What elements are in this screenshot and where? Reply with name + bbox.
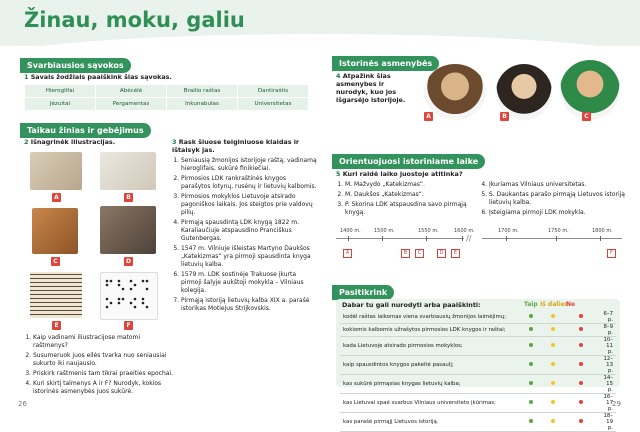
timeline-task-number: 5	[336, 170, 341, 178]
terms-task-text: Savais žodžiais paaiškink šias sąvokas.	[30, 73, 172, 81]
year-label: 1750 m.	[548, 228, 569, 234]
illustration-f	[100, 272, 158, 320]
table-row	[340, 337, 616, 356]
timeline-line-left	[336, 238, 464, 239]
list-item: 2. Pirmosios LDK rankraštinės knygos parašytos lotynų, rusėnų ir lietuvių kalbomis.	[181, 175, 317, 191]
portrait-c	[560, 60, 620, 120]
timeline-items-right	[480, 181, 629, 219]
dot-yes[interactable]	[529, 381, 533, 385]
label-a: A	[52, 193, 61, 202]
timeline-letter-a: A	[343, 249, 352, 258]
tick	[348, 236, 349, 241]
year-label: 1700 m.	[498, 228, 519, 234]
tick	[426, 236, 427, 241]
persons-task	[336, 72, 416, 104]
list-item: 5. S. Daukantas parašo pirmąją Lietuvos istoriją lietuvių kalba.	[489, 191, 629, 207]
timeline-line-right	[482, 238, 622, 239]
list-item: 7. Pirmąją istoriją lietuvių kalba XIX a. parašė istorikas Motiejus Strijkovskis.	[181, 297, 317, 313]
table-row	[340, 375, 616, 394]
check-page: 14–15 p.	[598, 375, 616, 394]
dot-no[interactable]	[579, 362, 583, 366]
dot-partly[interactable]	[551, 343, 555, 347]
term-cell: Jėzuitai	[25, 98, 96, 111]
table-row	[340, 394, 616, 413]
list-item: 4. Kuri skirtį talmenys A ir F? Nurodyk, kokios istorinės asmenybės juos sukūrė.	[33, 380, 173, 396]
dot-yes[interactable]	[529, 327, 533, 331]
check-page: 18–19 p.	[598, 413, 616, 432]
persons-section-title: Istorinės asmenybės	[332, 56, 439, 71]
dot-partly[interactable]	[551, 381, 555, 385]
table-row	[25, 85, 309, 98]
dot-yes[interactable]	[529, 362, 533, 366]
errors-list	[172, 157, 317, 315]
timeline-section-title: Orientuojuosi istoriniame laike	[332, 154, 485, 169]
list-item: 5. 1547 m. Vilniuje išleistas Martyno Daukšos „Katekizmas“ yra pirmoji spausdinta knyga lietuvių kalba.	[181, 245, 317, 269]
dot-no[interactable]	[579, 400, 583, 404]
apply-questions	[24, 334, 173, 398]
col-no: Ne	[566, 301, 576, 308]
timeline-task	[336, 170, 463, 178]
list-item: 3. Priskirk raštmenis tam tikrai praeities epochai.	[33, 370, 173, 378]
page-number-right: 29	[612, 400, 621, 408]
label-c: C	[51, 257, 60, 266]
tick	[506, 236, 507, 241]
dot-no[interactable]	[579, 327, 583, 331]
term-cell: Inkunabulas	[167, 98, 238, 111]
check-page: 8–9 p.	[598, 324, 616, 337]
dot-partly[interactable]	[551, 400, 555, 404]
list-item: 1. M. Mažvydo „Katekizmas“.	[345, 181, 485, 189]
list-item: 4. Pirmąją spausdintą LDK knygą 1822 m. Karaliaučiuje atspausdino Pranciškus Gutenbergas.	[181, 219, 317, 243]
dot-partly[interactable]	[551, 362, 555, 366]
check-table	[340, 311, 616, 432]
label-e: E	[52, 321, 61, 330]
label-b: B	[124, 193, 133, 202]
dot-partly[interactable]	[551, 327, 555, 331]
errors-task-number: 3	[172, 138, 177, 146]
terms-table	[24, 84, 309, 111]
check-text: kokiomis kalbomis užrašytos pirmosios LDK knygos ir raštai;	[340, 324, 526, 337]
col-partly: Iš dalies	[540, 301, 568, 308]
errors-task	[172, 138, 308, 154]
portrait-a	[424, 64, 486, 120]
term-cell: Pergamentas	[96, 98, 167, 111]
illustration-b	[100, 152, 156, 190]
timeline-break: //	[466, 234, 472, 243]
timeline-letter-f: F	[607, 249, 616, 258]
check-page: 10–11 p.	[598, 337, 616, 356]
check-text: kas Lietuvai spaė svarbus Vilniaus universiteto įkūrimas;	[340, 394, 526, 413]
portrait-label-a: A	[424, 112, 433, 121]
illustration-a	[30, 152, 82, 190]
illustration-c	[32, 208, 78, 254]
table-row	[25, 98, 309, 111]
check-text: kada Lietuvoje atsirado pirmosios mokyklos;	[340, 337, 526, 356]
page-title: Žinau, moku, galiu	[24, 8, 245, 32]
col-yes: Taip	[524, 301, 538, 308]
list-item: 6. Įsteigiama pirmoji LDK mokykla.	[489, 209, 629, 217]
list-item: 2. Susumeruok juos eilės tvarka nuo seniausiai sukurto iki naujausio.	[33, 352, 173, 368]
braille-dots	[101, 273, 157, 319]
dot-no[interactable]	[579, 343, 583, 347]
dot-yes[interactable]	[529, 419, 533, 423]
timeline-task-text: Kuri raidė laiko juostoje atitinka?	[342, 170, 463, 178]
tick	[462, 236, 463, 241]
tick	[600, 236, 601, 241]
persons-task-text: Atpažink šias asmenybes ir nurodyk, kuo jos išgarsėjo istorijoje.	[336, 72, 406, 104]
check-section-title: Pasitikrink	[332, 285, 394, 300]
table-row	[340, 356, 616, 375]
term-cell: Brailio raštas	[167, 85, 238, 98]
year-label: 1400 m.	[340, 228, 361, 234]
timeline-letter-d: D	[437, 249, 446, 258]
check-page: 16–17 p.	[598, 394, 616, 413]
check-text: kas parašė pirmąjį Lietuvos istoriją.	[340, 413, 526, 432]
dot-partly[interactable]	[551, 419, 555, 423]
year-label: 1600 m.	[454, 228, 475, 234]
apply-task-text: Išnagrinėk iliustracijas.	[30, 138, 116, 146]
check-text: kas sukūrė pirmąsias knygas lietuvių kalba;	[340, 375, 526, 394]
year-label: 1800 m.	[592, 228, 613, 234]
dot-yes[interactable]	[529, 314, 533, 318]
term-cell: Hieroglifai	[25, 85, 96, 98]
dot-partly[interactable]	[551, 314, 555, 318]
dot-no[interactable]	[579, 381, 583, 385]
dot-no[interactable]	[579, 314, 583, 318]
table-row	[340, 324, 616, 337]
dot-no[interactable]	[579, 419, 583, 423]
list-item: 1. Kaip vadinami iliustracijose matomi raštmenys?	[33, 334, 173, 350]
terms-task-number: 1	[24, 73, 29, 81]
check-text: kodėl raštas laikomas viena svarbiausių žmonijos laimėjimų;	[340, 311, 526, 324]
apply-section-title: Taikau žinias ir gebėjimus	[20, 123, 151, 138]
illustration-d	[100, 206, 156, 254]
illustration-e	[30, 272, 82, 318]
list-item: 3. Pirmosios mokyklos Lietuvoje atsirado pagoniškos laikais. Jos steigtos prie valdovų pilių.	[181, 193, 317, 217]
list-item: 4. Įkuriamas Vilniaus universitetas.	[489, 181, 629, 189]
portrait-label-c: C	[582, 112, 591, 121]
list-item: 6. 1579 m. LDK sostinėje Trakuose įkurta pirmoji šalyje aukštoji mokykla – Vilniaus kolegija.	[181, 271, 317, 295]
year-label: 1500 m.	[374, 228, 395, 234]
check-page: 6–7 p.	[598, 311, 616, 324]
terms-task	[24, 73, 172, 81]
term-cell: Dantiraštis	[238, 85, 309, 98]
apply-task-number: 2	[24, 138, 29, 146]
persons-task-number: 4	[336, 72, 341, 80]
dot-yes[interactable]	[529, 400, 533, 404]
term-cell: Abėcėlė	[96, 85, 167, 98]
apply-task	[24, 138, 115, 146]
timeline-letter-e: E	[451, 249, 460, 258]
page-number-left: 26	[18, 400, 27, 408]
term-cell: Universitetas	[238, 98, 309, 111]
tick	[556, 236, 557, 241]
label-d: D	[124, 257, 133, 266]
list-item: 3. P. Skorina LDK atspausdina savo pirmąją knygą.	[345, 201, 485, 217]
timeline-letter-c: C	[415, 249, 424, 258]
year-label: 1550 m.	[418, 228, 439, 234]
timeline-letter-b: B	[401, 249, 410, 258]
check-header: Dabar tu gali nurodyti arba paaiškinti:	[342, 301, 481, 309]
label-f: F	[124, 321, 133, 330]
timeline-items-left	[336, 181, 485, 219]
table-row	[340, 413, 616, 432]
list-item: 2. M. Daukšos „Katekizmas“.	[345, 191, 485, 199]
terms-section-title: Svarbiausios sąvokos	[20, 58, 131, 73]
list-item: 1. Seniausią žmonijos istorijoje raštą, vadinamą hieroglifais, sukūrė finikiečiai.	[181, 157, 317, 173]
errors-task-text: Rask šiuose teiginiuose klaidas ir ištaisyk jas.	[172, 138, 300, 154]
check-text: kaip spausdintos knygos pakeitė pasaulį;	[340, 356, 526, 375]
portrait-label-b: B	[500, 112, 509, 121]
tick	[382, 236, 383, 241]
dot-yes[interactable]	[529, 343, 533, 347]
table-row	[340, 311, 616, 324]
check-page: 12–13 p.	[598, 356, 616, 375]
